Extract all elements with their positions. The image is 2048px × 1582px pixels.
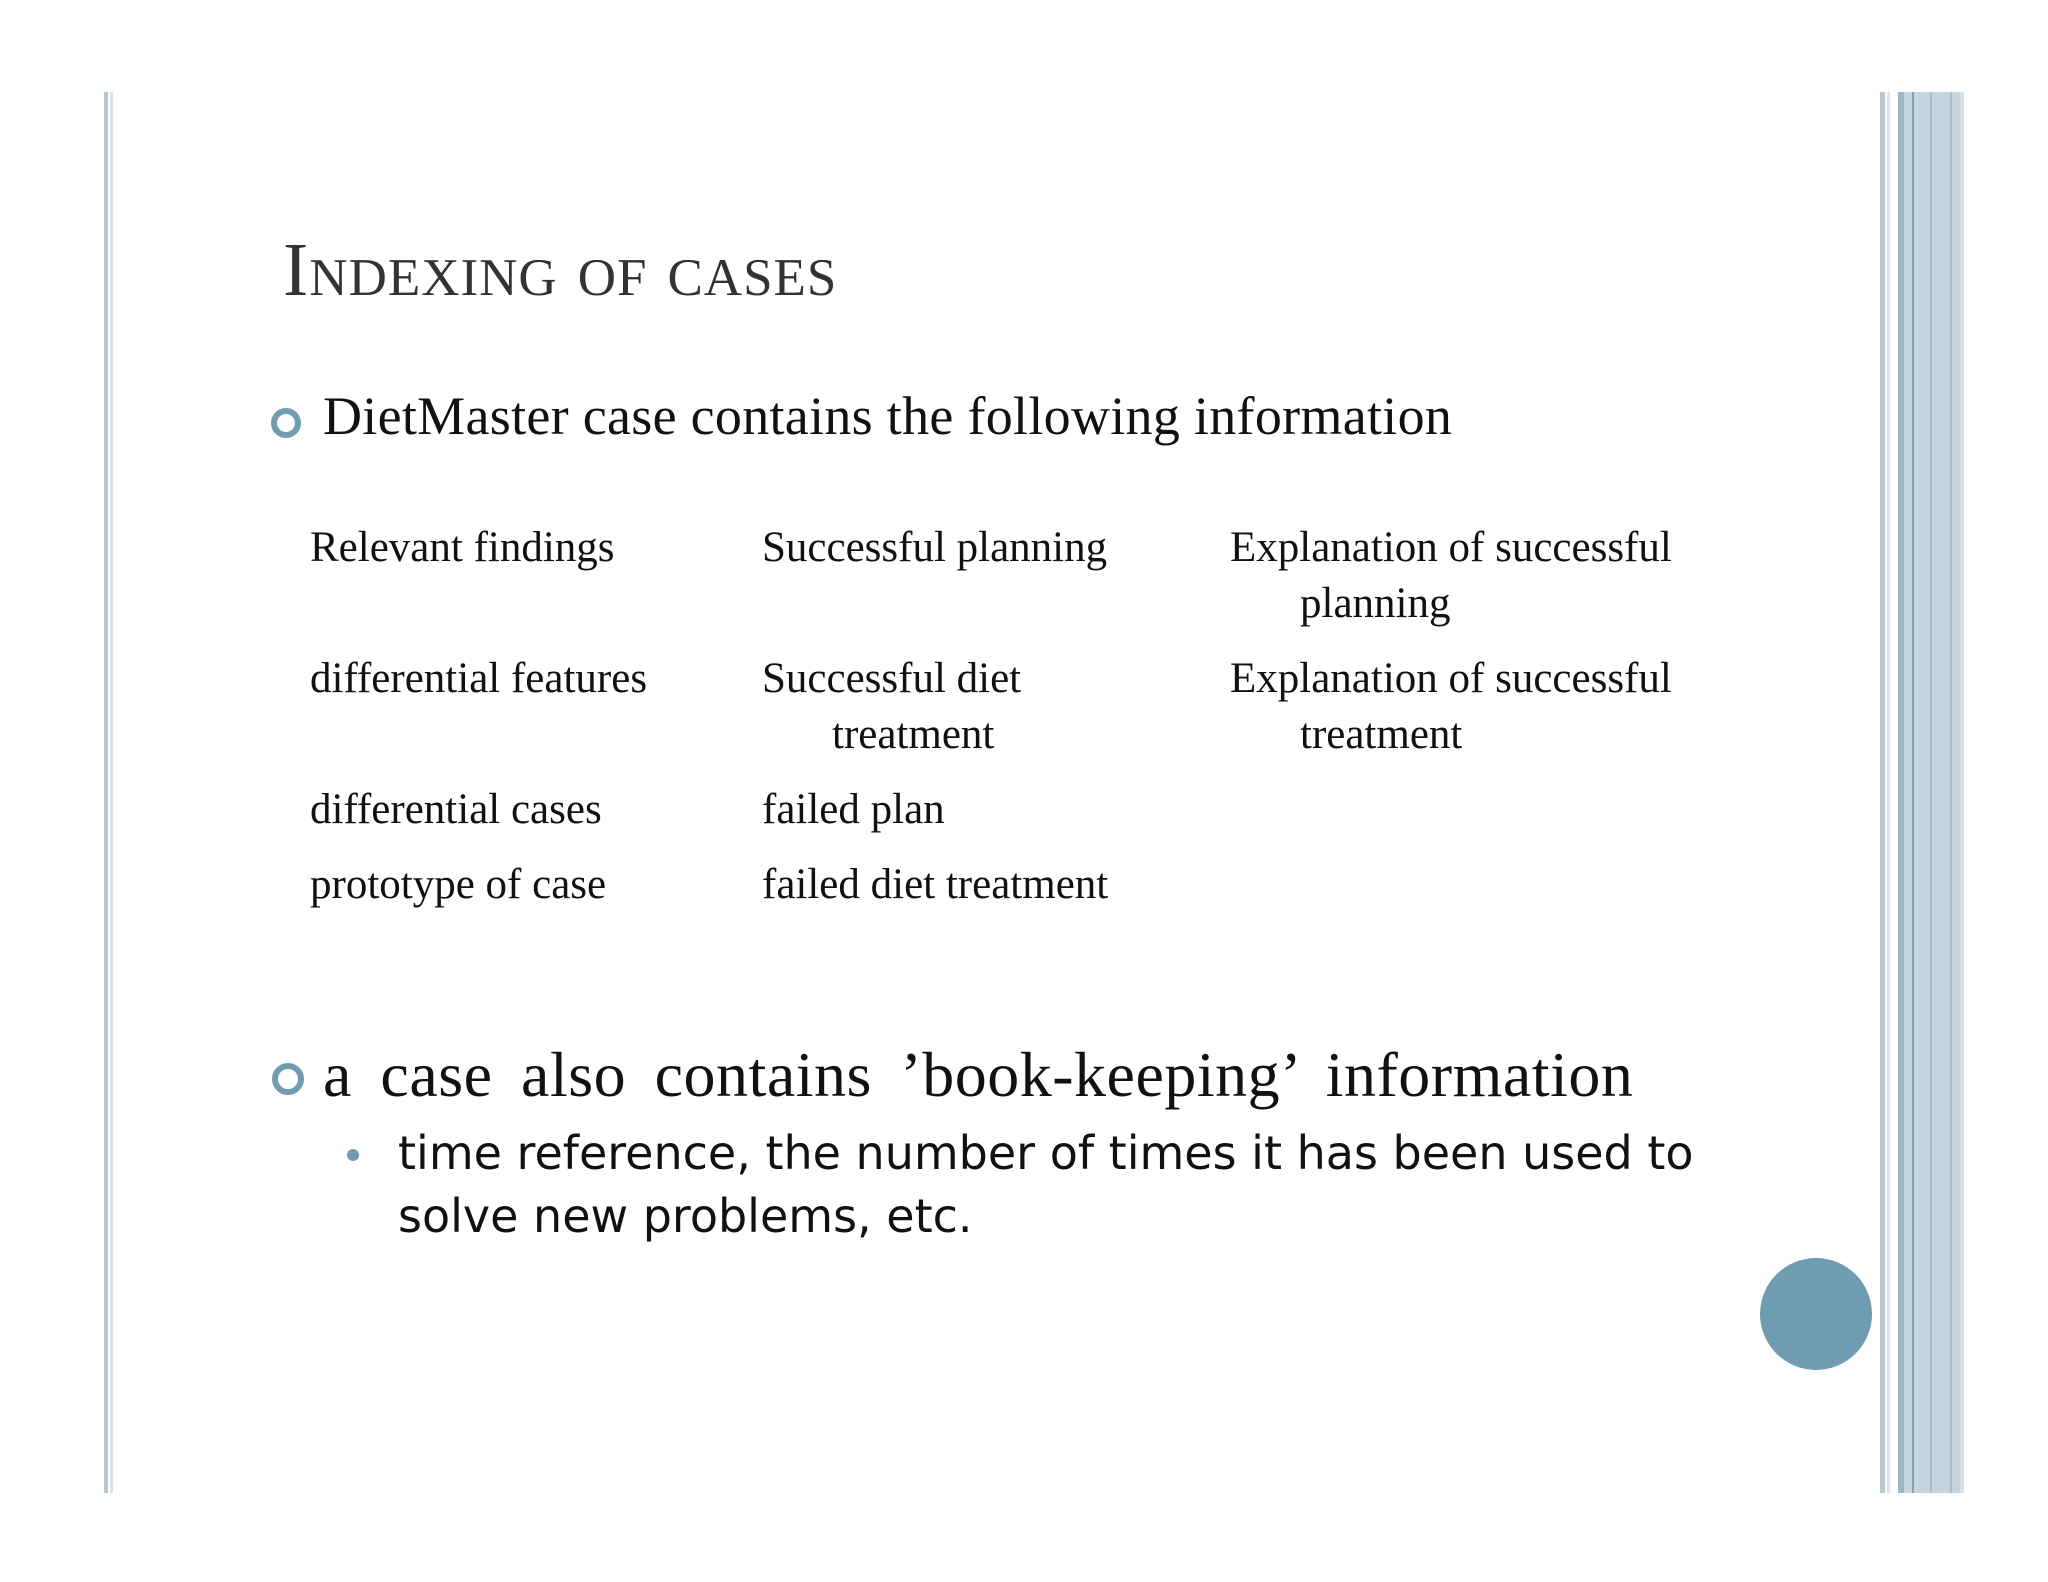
table-cell [310, 651, 647, 707]
cell-text: Successful planning [762, 524, 1108, 571]
table-cell [762, 857, 1108, 913]
table-cell [310, 520, 615, 576]
table-cell [762, 651, 1021, 763]
right-decor-stripe [1898, 92, 1904, 1493]
sub-bullet-text: time reference, the number of times it has been used to solve new problems, etc. [398, 1126, 1694, 1243]
cell-text: Successful diet [762, 655, 1022, 702]
cell-text: Relevant findings [310, 524, 615, 571]
cell-text-continued: treatment [832, 711, 995, 758]
table-cell [762, 782, 945, 838]
table-cell [762, 520, 1107, 576]
right-decor-stripe [1930, 92, 1932, 1493]
cell-text: differential features [310, 655, 648, 702]
table-cell [1230, 651, 1672, 763]
right-decor-stripe [1960, 92, 1964, 1493]
cell-text: failed diet treatment [762, 861, 1109, 908]
table-cell [1230, 520, 1672, 632]
cell-text: Explanation of successful [1230, 524, 1672, 571]
cell-text: failed plan [762, 786, 945, 833]
bullet-text: a case also contains ’book-keeping’ information [323, 1039, 1634, 1110]
left-border-rule [104, 92, 108, 1493]
slide-title: Indexing of cases [283, 228, 838, 312]
cell-text: differential cases [310, 786, 602, 833]
cell-text-continued: treatment [1300, 711, 1463, 758]
bullet-ring-icon [271, 408, 301, 438]
decorative-circle [1760, 1258, 1872, 1370]
table-cell [310, 782, 602, 838]
right-decor-stripe [1950, 92, 1952, 1493]
cell-text: prototype of case [310, 861, 607, 908]
bullet-text: DietMaster case contains the following information [323, 386, 1453, 446]
left-border-rule-inner [110, 92, 113, 1493]
table-cell [310, 857, 606, 913]
cell-text: Explanation of successful [1230, 655, 1672, 702]
cell-text-continued: planning [1300, 580, 1451, 627]
right-decor-stripe [1880, 92, 1885, 1493]
right-decor-stripe [1887, 92, 1890, 1493]
right-decor-stripe [1912, 92, 1914, 1493]
bullet-ring-icon [272, 1063, 304, 1095]
sub-bullet-dot-icon [347, 1149, 359, 1161]
